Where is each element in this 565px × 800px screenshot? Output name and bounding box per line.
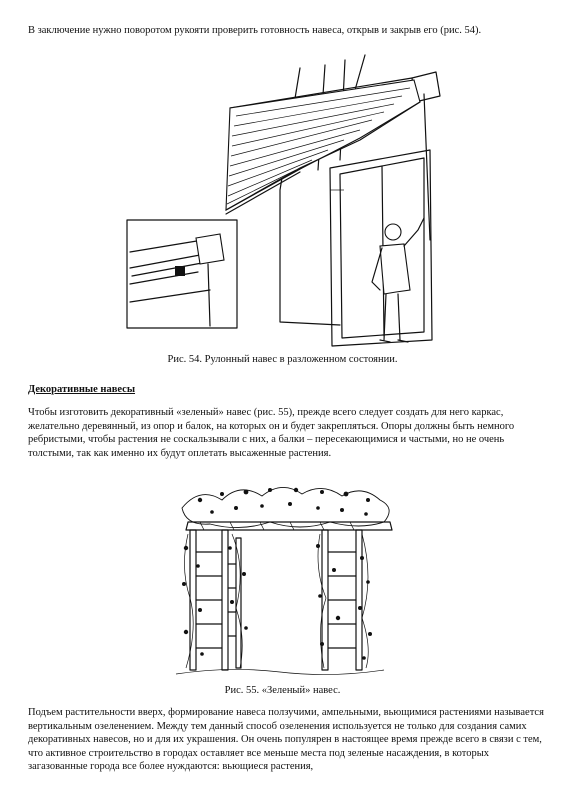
intro-paragraph: В заключение нужно поворотом рукояти проверить готовность навеса, открыв и закрыв его (рис. 54). [28,25,482,36]
figure-54-awning-illustration [0,50,565,350]
figure-55-caption: Рис. 55. «Зеленый» навес. [224,685,341,696]
figure-54-caption: Рис. 54. Рулонный навес в разложенном состоянии. [167,354,398,365]
section-heading: Декоративные навесы [28,384,136,395]
paragraph-1: Чтобы изготовить декоративный «зеленый» навес (рис. 55), прежде всего следует создать для него каркас, желательно деревянный, из опор и балок, на которых он и будет закрепляться. Опоры должны быть немного ребристыми, чтобы растения не соскальзывали с них, а балки – пересекающимися и частыми, но не очень толстыми, так как именно их будут оплетать высаженные растения. [28,407,515,459]
paragraph-2: Подъем растительности вверх, формирование навеса ползучими, ампельными, вьющимися растениями называется вертикальным озеленением. Между тем данный способ озеленения используется не только для создания самих декоративных навесов, но и для их украшения. Он очень популярен в настоящее время прежде всего в связи с тем, что активное строительство в городах оставляет все меньше места под зеленые насаждения, в которых загазованные города все более нуждаются: вьющиеся растения, [28,707,544,773]
figure-55-green-arbor-illustration [0,478,565,683]
